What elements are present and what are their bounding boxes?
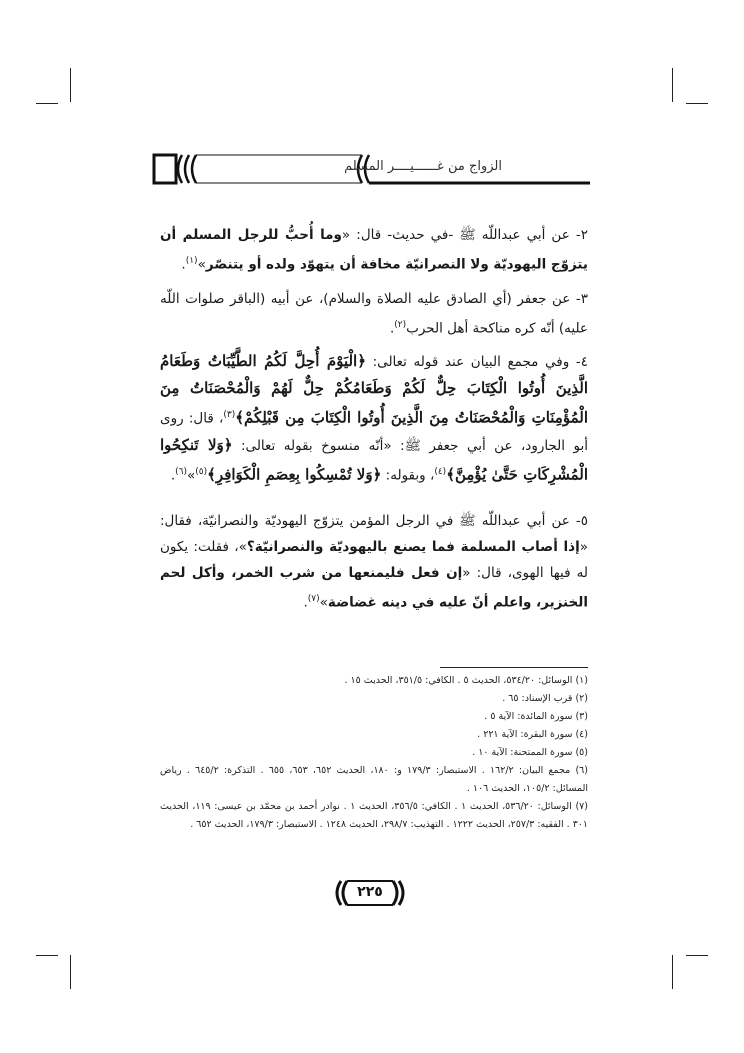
crop-mark	[686, 955, 708, 956]
footnote-item: (١) الوسائل: ٥٣٤/٢٠، الحديث ٥ . الكافي: ٣٥١/٥، الحديث ١٥ .	[344, 675, 588, 686]
hadith-quote: وما أُحبُّ للرجل المسلم أن يتزوّج اليهوديّة ولا النصرانيّة مخافة أن يتهوّد ولده أو يتنصّر	[160, 227, 588, 273]
paragraph-text: ٥- عن أبي عبداللّه ﷺ في الرجل المؤمن يتزوّج اليهوديّة والنصرانيّة، فقال: «	[160, 513, 589, 555]
footnote-item: (٢) قرب الإسناد: ٦٥ .	[502, 693, 588, 704]
hadith-quote: إن فعل فليمنعها من شرب الخمر، وأكل لحم الخنزير، واعلم أنّ عليه في دينه غضاضة	[160, 565, 588, 611]
paragraph-text: »، فقلت: يكون له فيها الهوى، قال: «	[160, 539, 589, 581]
quote-close: »	[319, 594, 328, 611]
crop-mark	[36, 955, 58, 956]
crop-mark	[672, 955, 673, 989]
paragraph-end: .	[181, 256, 186, 273]
footnote-separator	[440, 667, 588, 668]
footnote-ref: (٤)	[434, 466, 447, 477]
crop-mark	[70, 955, 71, 989]
quran-verse: ﴿الْيَوْمَ أُحِلَّ لَكُمُ الطَّيِّبَاتُ وَطَعَامُ الَّذِينَ أُوتُوا الْكِتَابَ حِلٌّ لَكُمْ وَطَعَامُكُمْ حِلٌّ لَهُمْ وَالْمُحْصَنَاتُ مِنَ الْمُؤْمِنَاتِ وَالْمُحْصَنَاتُ مِنَ الَّذِينَ أُوتُوا الْكِتَابَ مِن قَبْلِكُمْ﴾	[160, 352, 588, 427]
footnote-item: (٥) سورة الممتحنة: الآية ١٠ .	[472, 747, 588, 758]
crop-mark	[686, 103, 708, 104]
paragraph-end: .	[170, 467, 176, 483]
paragraph-end: .	[389, 320, 395, 337]
footnote-ref: (٥)	[195, 466, 208, 477]
quote-close: »	[197, 256, 206, 273]
paragraph-hadith-4	[160, 348, 588, 488]
crop-mark	[672, 68, 673, 102]
footnote-ref: (٣)	[223, 410, 236, 420]
hadith-quote: إذا أصاب المسلمة فما يصنع باليهوديّة والنصرانيّة؟	[246, 539, 580, 555]
paragraph-text: ٢- عن أبي عبداللّه ﷺ -في حديث- قال: «	[341, 227, 588, 243]
footnote-item: (٧) الوسائل: ٥٣٦/٢٠، الحديث ١ . الكافي: ٣٥٦/٥، الحديث ١ . نوادر أحمد بن محمّد بن عيسى: ١١٩، الحديث ٣٠١ . الفقيه: ٢٥٧/٣، الحديث ١٢٢٢ . التهذيب: ٢٩٨/٧، الحديث ١٢٤٨ . الاستبصار: ١٧٩/٣، الحديث ٦٥٢ .	[160, 801, 588, 830]
paragraph-hadith-3	[160, 286, 588, 342]
page-number-badge	[335, 879, 405, 907]
quran-verse: ﴿وَلا تُمْسِكُوا بِعِصَمِ الْكَوَافِرِ﴾	[207, 465, 382, 483]
page-number: ٢٢٥	[357, 884, 383, 900]
paragraph-end: .	[303, 594, 308, 611]
paragraph-text: ، وبقوله:	[381, 467, 435, 483]
footnote-ref: (١)	[185, 256, 198, 266]
quote-close: »	[186, 467, 196, 483]
footnote-item: (٤) سورة البقرة: الآية ٢٢١ .	[477, 729, 588, 740]
footnote-item: (٣) سورة المائدة: الآية ٥ .	[484, 711, 588, 722]
footnote-item: (٦) مجمع البيان: ١٦٢/٢ . الاستبصار: ١٧٩/٣ و: ١٨٠، الحديث ٦٥٢، ٦٥٣، ٦٥٥ . التذكرة: ٦٤٥/٢ . رياض المسائل: ١٠٥/٢، الحديث ١٠٦ .	[160, 765, 588, 794]
paragraph-hadith-5	[160, 508, 588, 616]
paragraph-hadith-2	[160, 222, 588, 278]
paragraph-text: ، قال: روى أبو الجارود، عن أبي جعفر ﷺ: «أنّه منسوخ بقوله تعالى:	[160, 410, 588, 454]
footnote-ref: (٦)	[175, 466, 187, 477]
paragraph-text: ٣- عن جعفر (أي الصادق عليه الصلاة والسلام)، عن أبيه (الباقر صلوات اللّه عليه) أنّه كره مناكحة أهل الحرب	[160, 291, 588, 337]
crop-mark	[70, 68, 71, 102]
footnote-ref: (٢)	[394, 320, 407, 330]
crop-mark	[36, 103, 58, 104]
paragraph-text: ٤- وفي مجمع البيان عند قوله تعالى:	[366, 354, 588, 370]
running-header-title: الزواج من غــــــيــــر المسلم	[344, 159, 502, 174]
running-header	[152, 151, 592, 187]
footnote-ref: (٧)	[307, 594, 320, 604]
quran-verse: ﴿وَلا تَنكِحُوا الْمُشْرِكَاتِ حَتَّىٰ يُؤْمِنَّ﴾	[160, 435, 588, 483]
footnotes	[160, 672, 588, 834]
